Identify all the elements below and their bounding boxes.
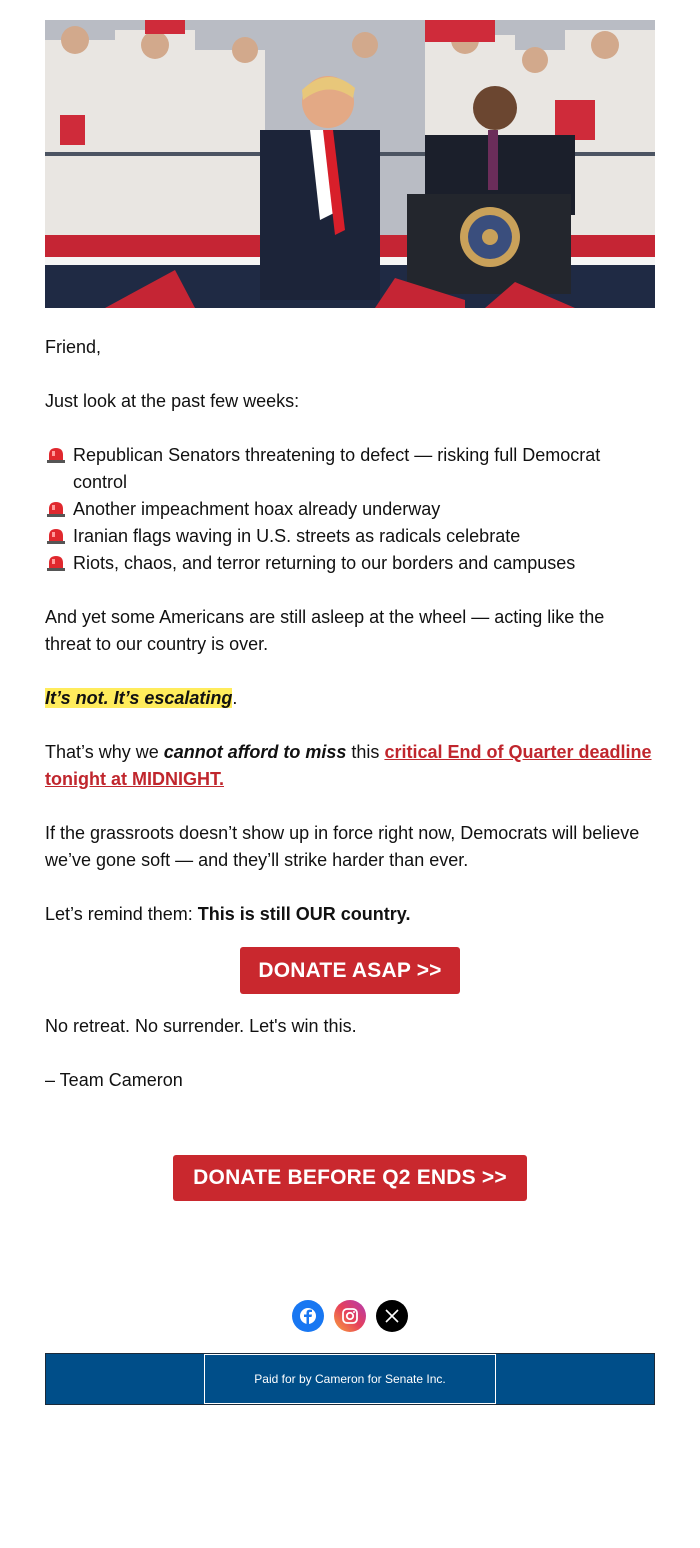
grassroots-paragraph: If the grassroots doesn’t show up in force right now, Democrats will believe we’ve gone soft — and they’ll strike harder than ever. bbox=[45, 823, 640, 870]
thats-why-text: That’s why we bbox=[45, 742, 164, 762]
donate-asap-button[interactable]: DONATE ASAP >> bbox=[240, 947, 460, 994]
siren-icon bbox=[46, 501, 66, 517]
greeting: Friend, bbox=[45, 337, 102, 357]
paid-for-disclaimer: Paid for by Cameron for Senate Inc. bbox=[204, 1354, 496, 1404]
signoff: – Team Cameron bbox=[45, 1070, 183, 1090]
alert-text: Iranian flags waving in U.S. streets as radicals celebrate bbox=[73, 526, 521, 546]
cannot-afford-text: cannot afford to miss bbox=[163, 742, 347, 762]
social-links bbox=[292, 1300, 408, 1332]
alert-text: Another impeachment hoax already underway bbox=[73, 499, 441, 519]
no-retreat-text: No retreat. No surrender. Let's win this. bbox=[45, 1016, 357, 1036]
donate-q2-button[interactable]: DONATE BEFORE Q2 ENDS >> bbox=[173, 1155, 527, 1201]
hero-image bbox=[45, 20, 655, 308]
siren-icon bbox=[46, 555, 66, 571]
deadline-link[interactable]: critical End of Quarter deadline tonight at MIDNIGHT. bbox=[45, 742, 652, 789]
closing bbox=[45, 1013, 655, 1094]
siren-icon bbox=[46, 447, 66, 463]
escalating-period: . bbox=[232, 688, 238, 708]
remind-text: Let’s remind them: bbox=[45, 904, 198, 924]
alert-item bbox=[45, 550, 655, 577]
alert-item bbox=[45, 523, 655, 550]
instagram-icon[interactable] bbox=[334, 1300, 366, 1332]
escalating-highlight: It’s not. It’s escalating bbox=[45, 688, 233, 708]
deadline-paragraph bbox=[45, 739, 655, 793]
remind-bold: This is still OUR country. bbox=[197, 904, 411, 924]
email-body bbox=[45, 20, 655, 955]
escalating-paragraph bbox=[45, 685, 655, 712]
asleep-paragraph: And yet some Americans are still asleep at the wheel — acting like the threat to our country is over. bbox=[45, 607, 605, 654]
siren-icon bbox=[46, 528, 66, 544]
intro-text: Just look at the past few weeks: bbox=[45, 391, 300, 411]
remind-paragraph bbox=[45, 901, 655, 928]
alert-text: Republican Senators threatening to defect — risking full Democrat control bbox=[73, 445, 601, 492]
facebook-icon[interactable] bbox=[292, 1300, 324, 1332]
this-text: this bbox=[346, 742, 385, 762]
x-icon[interactable] bbox=[376, 1300, 408, 1332]
alert-item bbox=[45, 442, 655, 496]
alert-text: Riots, chaos, and terror returning to our borders and campuses bbox=[73, 553, 576, 573]
footer-bar bbox=[45, 1353, 655, 1405]
alert-list bbox=[45, 442, 655, 577]
rally-photo bbox=[45, 20, 655, 308]
alert-item bbox=[45, 496, 655, 523]
